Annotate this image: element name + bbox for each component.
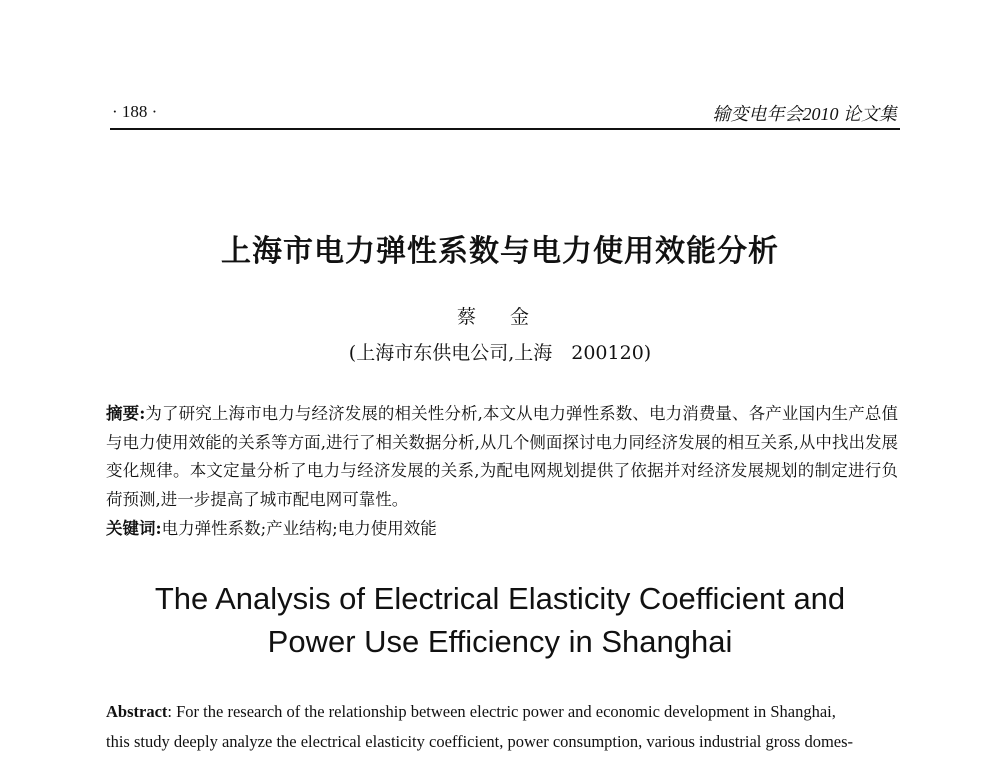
header-rule bbox=[110, 128, 900, 130]
paper-title-en-line2: Power Use Efficiency in Shanghai bbox=[267, 624, 733, 659]
paper-title-en bbox=[0, 577, 1000, 663]
abstract-en-separator: : bbox=[167, 702, 177, 721]
abstract-en bbox=[106, 697, 898, 757]
abstract-en-first-line bbox=[106, 697, 898, 727]
abstract-en-line1: For the research of the relationship between electric power and economic development in Shanghai, bbox=[176, 702, 836, 721]
abstract-en-line2: this study deeply analyze the electrical elasticity coefficient, power consumption, various industrial gross domes- bbox=[106, 732, 854, 751]
paper-title-en-line1: The Analysis of Electrical Elasticity Coefficient and bbox=[154, 581, 846, 616]
page-number: · 188 · bbox=[112, 102, 158, 121]
keywords-zh-text: 电力弹性系数;产业结构;电力使用效能 bbox=[161, 519, 437, 538]
abstract-zh-text: 为了研究上海市电力与经济发展的相关性分析,本文从电力弹性系数、电力消费量、各产业国内生产总值与电力使用效能的关系等方面,进行了相关数据分析,从几个侧面探讨电力同经济发展的相互关系,从中找出发展变化规律。本文定量分析了电力与经济发展的关系,为配电网规划提供了依据并对经济发展规划的制定进行负荷预测,进一步提高了城市配电网可靠性。 bbox=[106, 404, 898, 509]
abstract-zh bbox=[106, 400, 898, 514]
abstract-en-label: Abstract bbox=[106, 702, 168, 721]
keywords-zh-label: 关键词: bbox=[106, 519, 162, 538]
keywords-zh bbox=[106, 515, 898, 543]
author-affiliation: (上海市东供电公司,上海 200120) bbox=[348, 342, 652, 364]
abstract-zh-label: 摘要: bbox=[106, 404, 146, 423]
author-name: 蔡 金 bbox=[456, 306, 544, 328]
paper-title-zh: 上海市电力弹性系数与电力使用效能分析 bbox=[221, 234, 779, 269]
journal-name: 输变电年会2010 论文集 bbox=[712, 104, 897, 124]
